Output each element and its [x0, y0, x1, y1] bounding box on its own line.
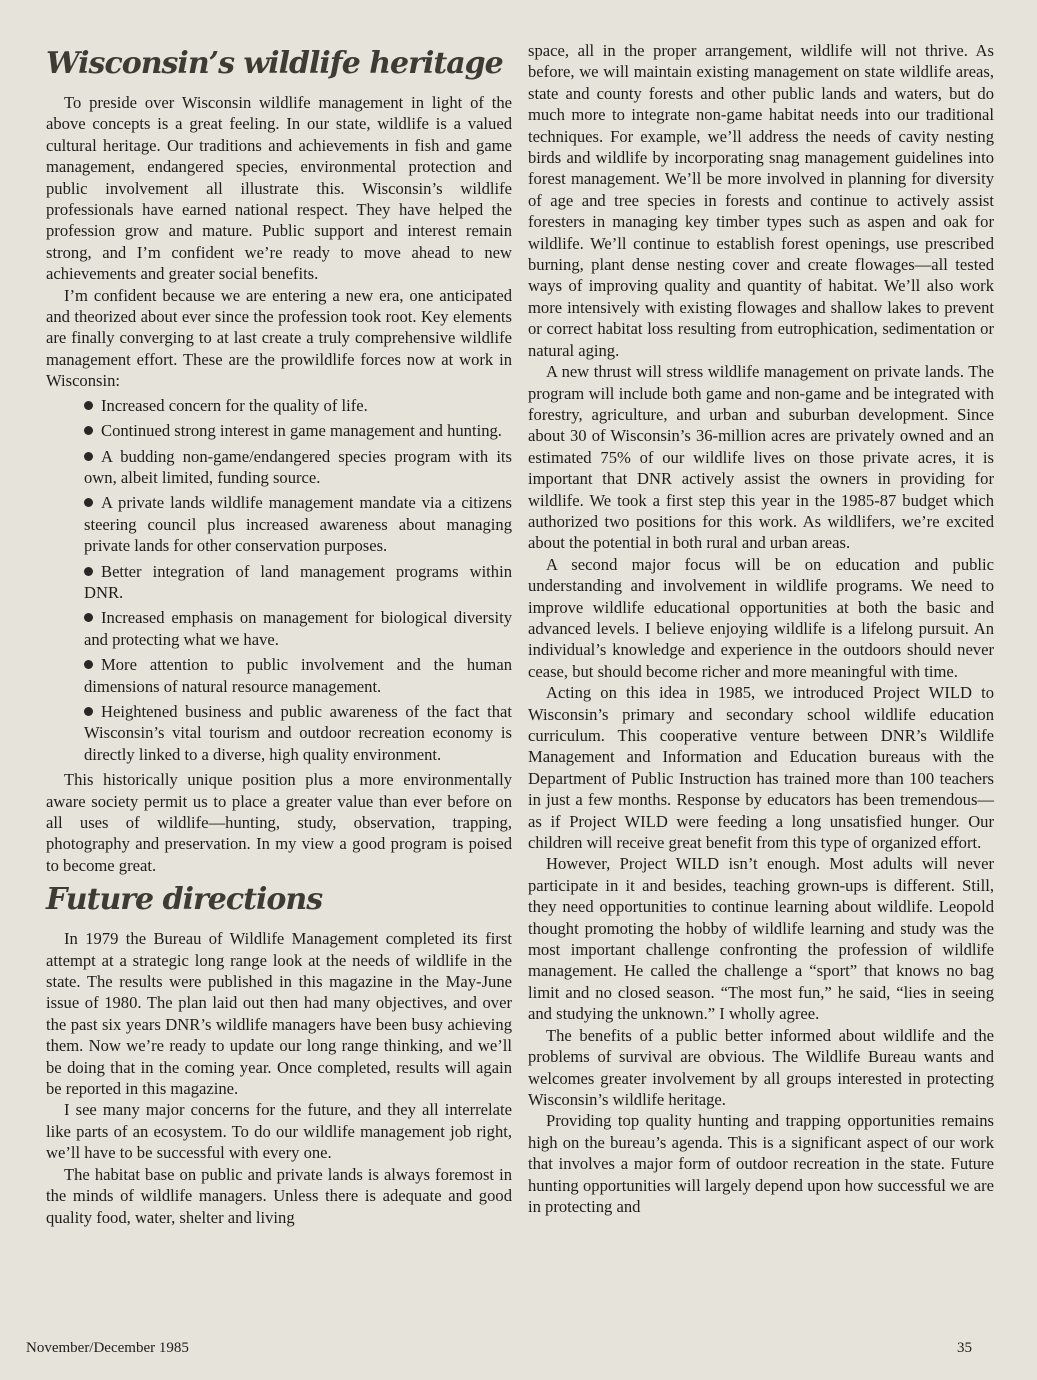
- bullet-item: [84, 420, 512, 441]
- bullet-text: Heightened business and public awareness of the fact that Wisconsin’s vital tourism and outdoor recreation economy is directly linked to a diverse, high quality environment.: [84, 701, 512, 764]
- bullet-item: [84, 607, 512, 650]
- bullet-item: [84, 561, 512, 604]
- bullet-icon: [84, 426, 93, 435]
- bullet-item: [84, 654, 512, 697]
- bullet-icon: [84, 613, 93, 622]
- paragraph: However, Project WILD isn’t enough. Most adults will never participate in it and besides, teaching grown-ups is different. Still, they need opportunities to continue learning about wildlife. Leopold thought promoting the hobby of wildlife learning and study was the most important challenge confronting the profession of wildlife management. He called the challenge a “sport” that knows no bag limit and no closed season. “The most fun,” he said, “lies in seeing and studying the unknown.” I wholly agree.: [528, 854, 994, 1024]
- paragraph: I’m confident because we are entering a new era, one anticipated and theorized about ever since the profession took root. Key elements are finally converging to at last create a truly comprehensive wildlife management effort. These are the prowildlife forces now at work in Wisconsin:: [46, 285, 512, 391]
- bullet-icon: [84, 567, 93, 576]
- bullet-item: [84, 446, 512, 489]
- paragraph: Acting on this idea in 1985, we introduced Project WILD to Wisconsin’s primary and secondary school wildlife education curriculum. This cooperative venture between DNR’s Wildlife Management and Information and Education bureaus with the Department of Public Instruction has trained more than 100 teachers in just a few months. Response by educators has been tremendous—as if Project WILD were feeding a long unsatisfied hunger. Our children will receive great benefit from this type of organized effort.: [528, 683, 994, 853]
- paragraph: A new thrust will stress wildlife management on private lands. The program will include both game and non-game and be integrated with forestry, agriculture, and urban and suburban development. Since about 30 of Wisconsin’s 36-million acres are privately owned and an estimated 75% of our wildlife lives on those private acres, it is important that DNR actively assist the owners in providing for wildlife. We took a first step this year in the 1985-87 budget which authorized two positions for this work. As wildlifers, we’re excited about the potential in both rural and urban areas.: [528, 362, 994, 553]
- paragraph: Providing top quality hunting and trapping opportunities remains high on the bureau’s agenda. This is a significant aspect of our work that involves a major form of outdoor recreation in the state. Future hunting opportunities will largely depend upon how successful we are in protecting and: [528, 1111, 994, 1216]
- paragraph: A second major focus will be on education and public understanding and involvement in wildlife programs. We need to improve wildlife educational opportunities at both the basic and advanced levels. I believe enjoying wildlife is a lifelong pursuit. An individual’s knowledge and experience in the outdoors should never cease, but should become richer and more meaningful with time.: [528, 554, 994, 681]
- right-column: [528, 40, 994, 1217]
- bullet-icon: [84, 452, 93, 461]
- bullet-text: Increased concern for the quality of life.: [101, 395, 368, 415]
- bullet-icon: [84, 707, 93, 716]
- bullet-text: A private lands wildlife management mandate via a citizens steering council plus increased awareness about managing private lands for other conservation purposes.: [84, 493, 512, 556]
- bullet-icon: [84, 660, 93, 669]
- bullet-icon: [84, 401, 93, 410]
- paragraph: I see many major concerns for the future, and they all interrelate like parts of an ecosystem. To do our wildlife management job right, we’ll have to be successful with every one.: [46, 1100, 512, 1163]
- bullet-text: More attention to public involvement and the human dimensions of natural resource management.: [84, 655, 512, 696]
- bullet-list: [46, 395, 512, 766]
- paragraph: The habitat base on public and private lands is always foremost in the minds of wildlife managers. Unless there is adequate and good quality food, water, shelter and living: [46, 1164, 512, 1227]
- paragraph: In 1979 the Bureau of Wildlife Management completed its first attempt at a strategic long range look at the needs of wildlife in the state. The results were published in this magazine in the May-June issue of 1980. The plan laid out then had many objectives, and over the past six years DNR’s wildlife managers have been busy achieving them. Now we’re ready to update our long range thinking, and we’ll be doing that in the coming year. Once completed, results will again be reported in this magazine.: [46, 929, 512, 1099]
- bullet-item: [84, 395, 512, 416]
- bullet-icon: [84, 498, 93, 507]
- paragraph: To preside over Wisconsin wildlife management in light of the above concepts is a great feeling. In our state, wildlife is a valued cultural heritage. Our traditions and achievements in fish and game management, endangered species, environmental protection and public involvement all illustrate this. Wisconsin’s wildlife professionals have earned national respect. They have helped the profession grow and mature. Public support and interest remain strong, and I’m confident we’re ready to move ahead to new achievements and greater social benefits.: [46, 93, 512, 284]
- page-number: 35: [957, 1340, 972, 1356]
- left-column: [46, 40, 512, 1228]
- paragraph: The benefits of a public better informed about wildlife and the problems of survival are obvious. The Wildlife Bureau wants and welcomes greater involvement by all groups interested in protecting Wisconsin’s wildlife heritage.: [528, 1025, 994, 1109]
- bullet-item: [84, 701, 512, 765]
- section-heading-wildlife-heritage: Wisconsin’s wildlife heritage: [46, 46, 503, 81]
- paragraph: This historically unique position plus a more environmentally aware society permit us to place a greater value than ever before on all uses of wildlife—hunting, study, observation, trapping, photography and preservation. In my view a good program is poised to become great.: [46, 770, 512, 875]
- issue-date-footer: November/December 1985: [26, 1340, 189, 1356]
- bullet-item: [84, 492, 512, 556]
- section-heading-future-directions: Future directions: [46, 882, 323, 918]
- bullet-text: Continued strong interest in game management and hunting.: [101, 421, 502, 441]
- paragraph: space, all in the proper arrangement, wildlife will not thrive. As before, we will maintain existing management on state wildlife areas, state and county forests and other public lands and waters, but do much more to integrate non-game habitat needs into our traditional techniques. For example, we’ll address the needs of cavity nesting birds and wildlife by incorporating snag management guidelines into forest management. We’ll be more involved in planning for diversity of age and tree species in forests and continue to actively assist foresters in managing key timber types such as aspen and oak for wildlife. We’ll continue to establish forest openings, use prescribed burning, plant dense nesting cover and create flowages—all tested ways of improving quality and quantity of habitat. We’ll also work more intensively with existing flowages and shallow lakes to prevent or correct habitat loss resulting from eutrophication, sedimentation or natural aging.: [528, 41, 994, 360]
- bullet-text: Increased emphasis on management for biological diversity and protecting what we have.: [84, 608, 512, 649]
- bullet-text: Better integration of land management programs within DNR.: [84, 561, 512, 602]
- bullet-text: A budding non-game/endangered species program with its own, albeit limited, funding source.: [84, 446, 512, 487]
